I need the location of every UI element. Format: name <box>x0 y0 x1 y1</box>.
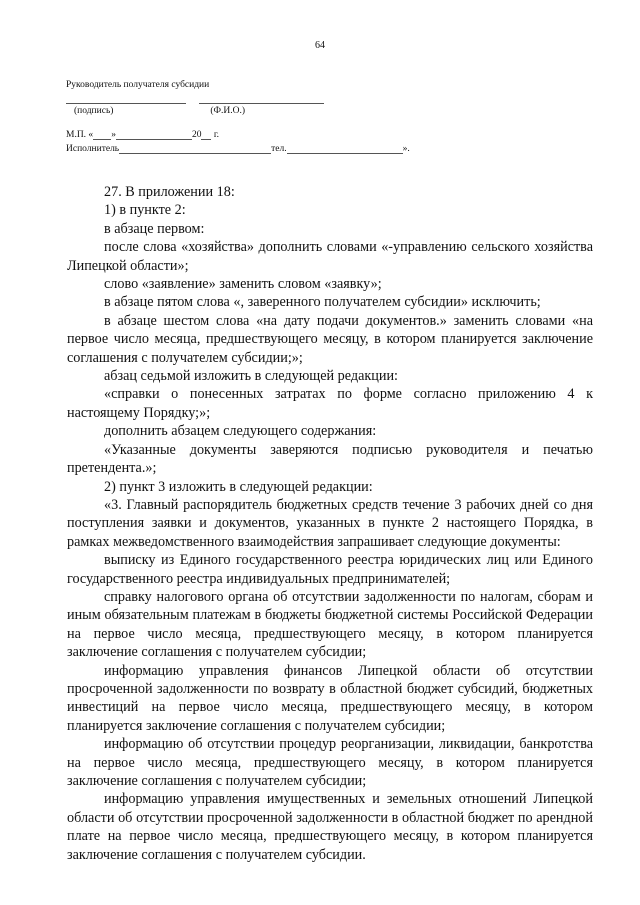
phone-suffix: ». <box>402 144 410 154</box>
paragraph: информацию управления финансов Липецкой области об отсутствии просроченной задолженности по возврату в областной бюджет субсидий, бюджетных инвестиций на первое число месяца, предшествующего месяцу, в котором планируется заключение соглашения с получателем субсидии; <box>67 662 593 734</box>
month-rule <box>116 130 192 140</box>
paragraph: информацию об отсутствии процедур реорганизации, ликвидации, банкротства на первое число месяца, предшествующего месяцу, в котором планируется заключение соглашения с получателем субсидии; <box>67 736 593 789</box>
page-number: 64 <box>315 40 325 51</box>
paragraph: в абзаце первом: <box>104 220 205 237</box>
name-caption: (Ф.И.О.) <box>210 106 246 116</box>
paragraph: 2) пункт 3 изложить в следующей редакции: <box>104 478 373 495</box>
paragraph: абзац седьмой изложить в следующей редакции: <box>104 368 399 385</box>
paragraph: слово «заявление» заменить словом «заявку»; <box>104 276 382 293</box>
day-rule <box>93 130 111 140</box>
signature-caption: (подпись) <box>74 106 114 116</box>
executor-rule <box>119 144 271 154</box>
seal-prefix: М.П. « <box>66 130 94 140</box>
year-rule <box>201 130 211 140</box>
paragraph: 1) в пункте 2: <box>104 202 186 219</box>
paragraph: дополнить абзацем следующего содержания: <box>104 423 377 440</box>
signature-rule <box>66 94 186 104</box>
signature-caption-row <box>66 106 245 116</box>
signature-lines <box>66 94 324 104</box>
phone-label: тел. <box>271 144 287 154</box>
name-rule <box>199 94 324 104</box>
paragraph: справку налогового органа об отсутствии задолженности по налогам, сборам и иным обязательным платежам в бюджеты бюджетной системы Российской Федерации на первое число месяца, предшествующего месяцу, в котором планируется заключение соглашения с получателем субсидии; <box>67 588 593 661</box>
paragraph: информацию управления имущественных и земельных отношений Липецкой области об отсутствии просроченной задолженности в областной бюджет по арендной плате на первое число месяца, предшествующего месяцу, в котором планируется заключение соглашения с получателем субсидии. <box>67 791 593 863</box>
paragraph: после слова «хозяйства» дополнить словами «-управлению сельского хозяйства Липецкой области»; <box>67 239 593 274</box>
seal-year: 20 <box>191 130 202 140</box>
paragraph: «Указанные документы заверяются подписью руководителя и печатью претендента.»; <box>67 441 593 477</box>
seal-row <box>66 130 219 140</box>
document-body <box>67 183 593 864</box>
paragraph: «3. Главный распорядитель бюджетных средств течение 3 рабочих дней со дня поступления заявки и документов, указанных в пункте 2 настоящего Порядка, в рамках межведомственного взаимодействия запрашивает следующие документы: <box>67 496 593 550</box>
executor-label: Исполнитель <box>66 144 120 154</box>
paragraph: выписку из Единого государственного реестра юридических лиц или Единого государственного реестра индивидуальных предпринимателей; <box>67 552 593 587</box>
paragraph: «справки о понесенных затратах по форме согласно приложению 4 к настоящему Порядку;»; <box>67 386 593 421</box>
seal-mid: » <box>111 130 116 140</box>
seal-suffix: г. <box>211 130 220 140</box>
phone-rule <box>287 144 403 154</box>
executor-row <box>66 144 410 154</box>
paragraph: в абзаце шестом слова «на дату подачи документов.» заменить словами «на первое число месяца, предшествующего месяцу, в котором планируется заключение соглашения с получателем субсидии;»; <box>67 312 593 366</box>
head-label: Руководитель получателя субсидии <box>66 80 210 90</box>
paragraph: в абзаце пятом слова «, заверенного получателем субсидии» исключить; <box>104 294 541 311</box>
paragraph: 27. В приложении 18: <box>104 184 235 200</box>
